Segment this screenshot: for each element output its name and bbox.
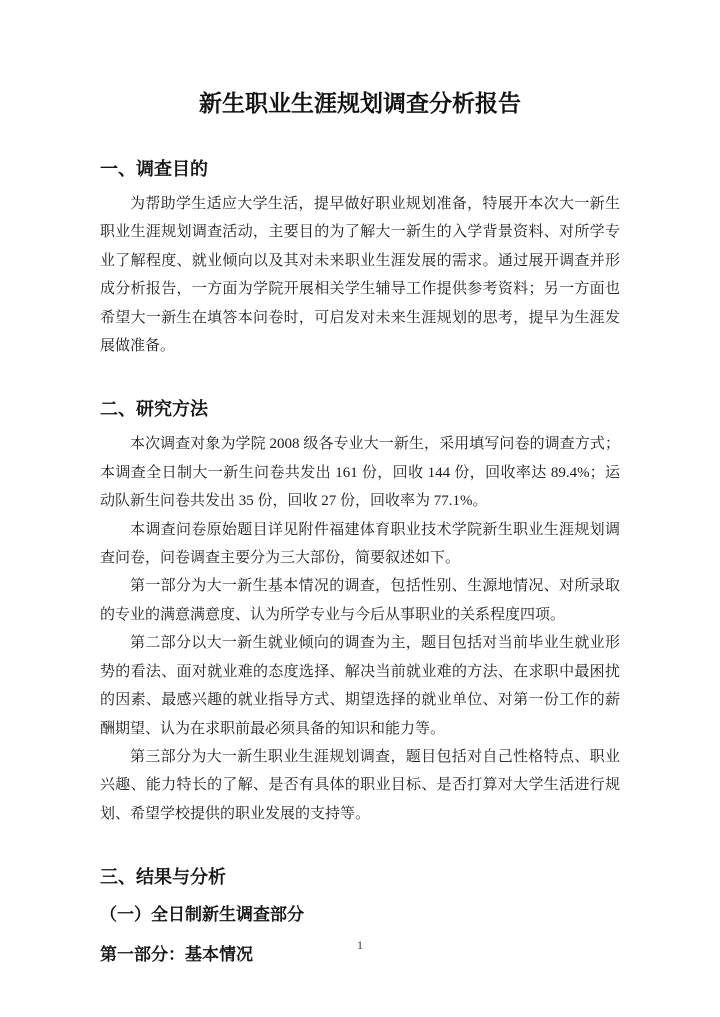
document-content (100, 0, 620, 970)
page-number-label: 1 (357, 938, 363, 952)
section-survey-purpose (100, 156, 620, 360)
paragraph: 第三部分为大一新生职业生涯规划调查，题目包括对自己性格特点、职业兴趣、能力特长的了解、是否有具体的职业目标、是否打算对大学生活进行规划、希望学校提供的职业发展的支持等。 (100, 748, 620, 822)
subsection-heading-part1-basic-info: 第一部分：基本情况 (100, 945, 253, 965)
section-heading-survey-purpose: 一、调查目的 (100, 159, 208, 179)
section-research-method (100, 396, 620, 828)
paragraph: 为帮助学生适应大学生活，提早做好职业规划准备，特展开本次大一新生职业生涯规划调查活动，主要目的为了解大一新生的入学背景资料、对所学专业了解程度、就业倾向以及其对未来职业生涯发展的需求。通过展开调查并形成分析报告，一方面为学院开展相关学生辅导工作提供参考资料；另一方面也希望大一新生在填答本问卷时，可启发对未来生涯规划的思考，提早为生涯发展做准备。 (100, 196, 620, 355)
subsection-heading-fulltime-survey: （一）全日制新生调查部分 (100, 905, 304, 925)
paragraph: 本次调查对象为学院 2008 级各专业大一新生，采用填写问卷的调查方式；本调查全日制大一新生问卷共发出 161 份，回收 144 份，回收率达 89.4%；运动队新生问卷共发出 35 份，回收 27 份，回收率为 77.1%。 (100, 436, 620, 510)
paragraph: 第二部分以大一新生就业倾向的调查为主，题目包括对当前毕业生就业形势的看法、面对就业难的态度选择、解决当前就业难的方法、在求职中最困扰的因素、最感兴趣的就业指导方式、期望选择的就业单位、对第一份工作的薪酬期望、认为在求职前最必须具备的知识和能力等。 (100, 635, 620, 737)
section-heading-research-method: 二、研究方法 (100, 399, 208, 420)
paragraph: 本调查问卷原始题目详见附件福建体育职业技术学院新生职业生涯规划调查问卷，问卷调查主要分为三大部份，简要叙述如下。 (100, 521, 620, 567)
section-heading-results-analysis: 三、结果与分析 (100, 867, 226, 888)
section-results-analysis (100, 864, 620, 970)
document-title: 新生职业生涯规划调查分析报告 (199, 91, 521, 116)
paragraph: 第一部分为大一新生基本情况的调查，包括性别、生源地情况、对所录取的专业的满意满意度、认为所学专业与今后从事职业的关系程度四项。 (100, 578, 620, 623)
